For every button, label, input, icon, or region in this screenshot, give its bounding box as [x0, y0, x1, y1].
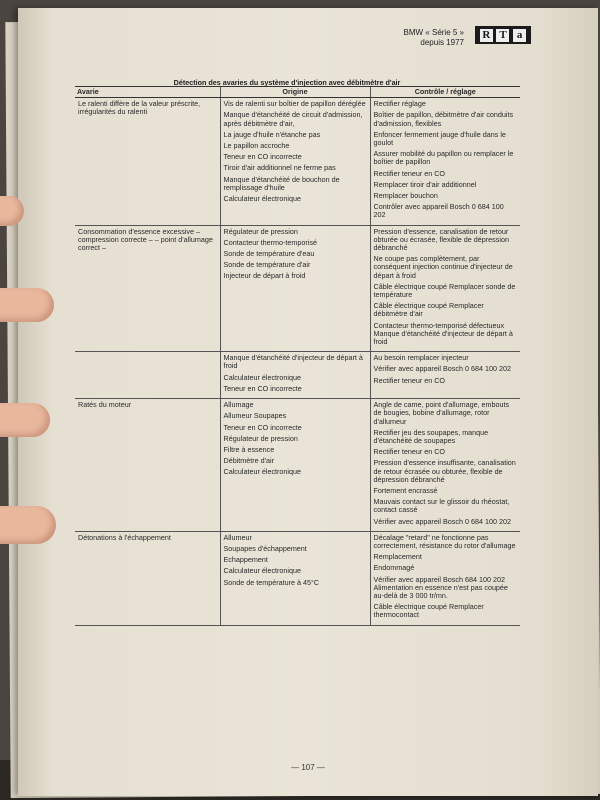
rta-logo — [475, 26, 531, 44]
controle-cell — [370, 531, 520, 625]
origine-entry: La jauge d'huile n'étanche pas — [223, 129, 321, 139]
controle-entry: Pression d'essence insuffisante, canalisation de retour écrasée ou obturée, flexible de dépression débranché — [373, 458, 516, 484]
origine-entry: Calculateur électronique — [223, 467, 302, 477]
finger — [0, 506, 56, 544]
header-years: depuis 1977 — [420, 38, 464, 47]
controle-entry: Ne coupe pas complètement, par conséquent injection continue d'injecteur de départ à froid — [373, 254, 513, 280]
column-header-controle: Contrôle / réglage — [370, 87, 520, 98]
controle-entry: Remplacer bouchon — [373, 191, 438, 201]
table-row — [75, 352, 520, 399]
controle-entry: Rectifier teneur en CO — [373, 168, 446, 178]
finger — [0, 403, 50, 437]
table-row — [75, 399, 520, 532]
origine-cell — [220, 399, 370, 532]
avarie-cell: Ratés du moteur — [75, 399, 220, 532]
origine-cell — [220, 98, 370, 225]
avarie-cell: Détonations à l'échappement — [75, 531, 220, 625]
origine-entry: Contacteur thermo-temporisé — [223, 237, 317, 247]
controle-entry: Vérifier avec appareil Bosch 684 100 202 Alimentation en essence n'est pas coupée au-delà de 3 000 tr/mn. — [373, 574, 508, 600]
logo-letter-r: R — [480, 29, 493, 42]
avarie-cell — [75, 352, 220, 399]
controle-entry: Câble électrique coupé Remplacer débitmètre d'air — [373, 301, 484, 319]
origine-entry: Calculateur électronique — [223, 194, 302, 204]
controle-cell — [370, 225, 520, 352]
table-row — [75, 98, 520, 225]
origine-cell — [220, 352, 370, 399]
controle-entry: Contacteur thermo-temporisé défectueux Manque d'étanchéité d'injecteur de départ à froid — [373, 320, 513, 347]
page-header — [392, 28, 464, 48]
controle-entry: Contrôler avec appareil Bosch 0 684 100 202 — [373, 202, 504, 220]
controle-entry: Assurer mobilité du papillon ou remplacer le boîtier de papillon — [373, 149, 514, 167]
origine-cell — [220, 225, 370, 352]
controle-entry: Rectifier teneur en CO — [373, 447, 446, 457]
controle-entry: Câble électrique coupé Remplacer sonde de température — [373, 281, 516, 300]
controle-entry: Fortement encrassé — [373, 485, 438, 495]
controle-entry: Vérifier avec appareil Bosch 0 684 100 202 — [373, 516, 511, 526]
avarie-cell: Consommation d'essence excessive – compression correcte – – point d'allumage correct – — [75, 225, 220, 352]
origine-entry: Allumeur Soupapes — [223, 411, 287, 421]
logo-letter-a: a — [513, 29, 526, 42]
origine-entry: Injecteur de départ à froid — [223, 271, 306, 281]
origine-entry: Manque d'étanchéité d'injecteur de départ à froid — [223, 353, 363, 371]
controle-entry: Rectifier teneur en CO — [373, 375, 446, 385]
origine-entry: Allumeur — [223, 532, 252, 542]
controle-entry: Pression d'essence, canalisation de retour obturée ou écrasée, flexible de dépression débranché — [373, 226, 509, 253]
origine-entry: Teneur en CO incorrecte — [223, 152, 302, 162]
origine-entry: Filtre à essence — [223, 444, 275, 454]
controle-entry: Remplacement — [373, 552, 422, 562]
origine-cell — [220, 531, 370, 625]
origine-entry: Manque d'étanchéité de bouchon de remplissage d'huile — [223, 174, 340, 192]
origine-entry: Echappement — [223, 555, 268, 565]
fault-table — [75, 86, 520, 626]
origine-entry: Débitmètre d'air — [223, 456, 275, 466]
logo-letter-t: T — [496, 29, 509, 42]
table-header-row — [75, 87, 520, 98]
table-row — [75, 531, 520, 625]
controle-cell — [370, 98, 520, 225]
origine-entry: Allumage — [223, 400, 254, 410]
controle-entry: Câble électrique coupé Remplacer thermocontact — [373, 602, 484, 620]
controle-entry: Remplacer tiroir d'air additionnel — [373, 179, 477, 189]
origine-entry: Teneur en CO incorrecte — [223, 383, 302, 393]
controle-entry: Au besoin remplacer injecteur — [373, 353, 469, 363]
origine-entry: Calculateur électronique — [223, 566, 302, 576]
origine-entry: Calculateur électronique — [223, 372, 302, 382]
origine-entry: Le papillon accroche — [223, 141, 290, 151]
origine-entry: Soupapes d'échappement — [223, 543, 307, 553]
controle-entry: Rectifier réglage — [373, 99, 426, 109]
table-row — [75, 225, 520, 352]
origine-entry: Tiroir d'air additionnel ne ferme pas — [223, 163, 336, 173]
origine-entry: Régulateur de pression — [223, 433, 298, 443]
controle-entry: Vérifier avec appareil Bosch 0 684 100 202 — [373, 364, 511, 374]
controle-entry: Endommagé — [373, 563, 415, 573]
origine-entry: Sonde de température d'air — [223, 260, 311, 270]
origine-entry: Teneur en CO incorrecte — [223, 422, 302, 432]
controle-entry: Boîtier de papillon, débitmètre d'air conduits d'admission, flexibles — [373, 110, 514, 128]
page-number: — 107 — — [291, 763, 325, 772]
table-title: Détection des avaries du système d'injection avec débitmètre d'air — [173, 78, 401, 87]
header-model: BMW « Série 5 » — [403, 28, 464, 37]
controle-entry: Mauvais contact sur le glissoir du rhéostat, contact cassé — [373, 497, 510, 515]
origine-entry: Manque d'étanchéité de circuit d'admission, après débitmètre d'air, — [223, 110, 363, 128]
origine-entry: Sonde de température d'eau — [223, 249, 315, 259]
column-header-avarie: Avarie — [75, 87, 220, 98]
controle-entry: Angle de came, point d'allumage, embouts de bougies, bobine d'allumage, rotor d'allumeur — [373, 400, 510, 426]
avarie-cell: Le ralenti diffère de la valeur préscrite, irrégularités du ralenti — [75, 98, 220, 225]
origine-entry: Vis de ralenti sur boîtier de papillon déréglée — [223, 99, 366, 109]
controle-cell — [370, 399, 520, 532]
column-header-origine: Origine — [220, 87, 370, 98]
controle-entry: Rectifier jeu des soupapes, manque d'étanchéité de soupapes — [373, 427, 489, 445]
origine-entry: Sonde de température à 45°C — [223, 577, 320, 587]
controle-entry: Enfoncer fermement jauge d'huile dans le goulot — [373, 129, 506, 148]
origine-entry: Régulateur de pression — [223, 226, 298, 236]
controle-cell — [370, 352, 520, 399]
controle-entry: Décalage "retard" ne fonctionne pas correctement, résistance du rotor d'allumage — [373, 532, 516, 550]
finger — [0, 288, 54, 322]
